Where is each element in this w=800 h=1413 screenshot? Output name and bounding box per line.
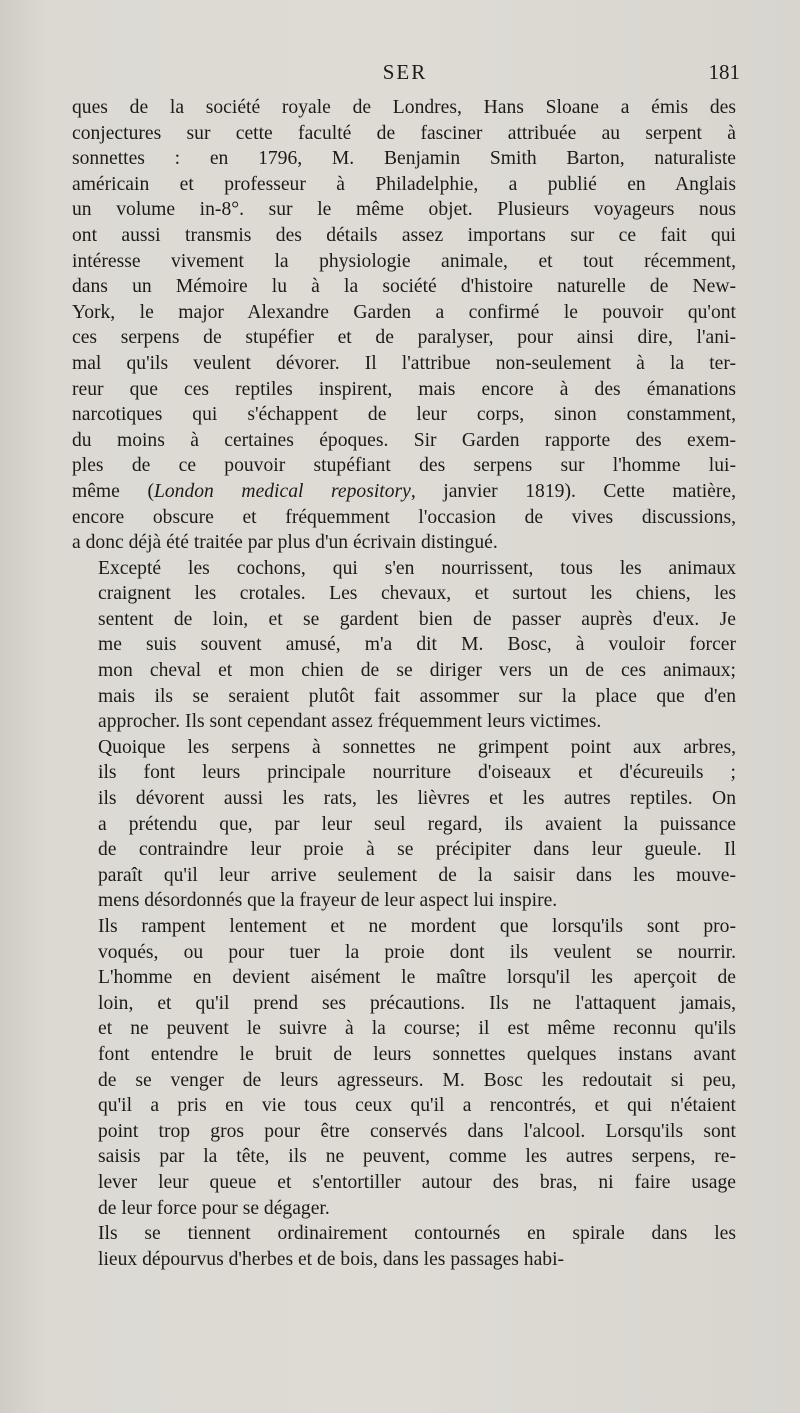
running-title: SER [382,60,428,84]
text-line: narcotiques qui s'échappent de leur corps, sinon constamment, [72,404,736,426]
text-line: sonnettes : en 1796, M. Benjamin Smith Barton, naturaliste [72,148,736,170]
paragraph [72,95,736,556]
text-line: saisis par la tête, ils ne peuvent, comme les autres serpens, re- [98,1146,736,1168]
text-line: point trop gros pour être conservés dans l'alcool. Lorsqu'ils sont [98,1120,736,1142]
paragraph [72,1221,736,1272]
text-line: de leur force pour se dégager. [98,1197,330,1219]
text-line: mens désordonnés que la frayeur de leur aspect lui inspire. [98,890,558,912]
text-line: ils font leurs principale nourriture d'oiseaux et d'écureuils ; [98,762,736,784]
running-head [70,60,740,90]
body-text [72,95,736,1272]
text-line: qu'il a pris en vie tous ceux qu'il a rencontrés, et qui n'étaient [98,1095,736,1117]
text-line: ont aussi transmis des détails assez importans sur ce fait qui [72,224,736,246]
text-line: du moins à certaines époques. Sir Garden rapporte des exem- [72,429,736,451]
text-line: Quoique les serpens à sonnettes ne grimpent point aux arbres, [98,736,736,758]
text-line: voqués, ou pour tuer la proie dont ils veulent se nourrir. [98,941,736,963]
text-line: Excepté les cochons, qui s'en nourrissent, tous les animaux [98,557,736,579]
text-line: Ils se tiennent ordinairement contournés en spirale dans les [98,1223,736,1245]
text-line: mon cheval et mon chien de se diriger vers un de ces animaux; [98,660,736,682]
text-line: intéresse vivement la physiologie animale, et tout récemment, [72,250,736,272]
text-line: mal qu'ils veulent dévorer. Il l'attribue non-seulement à la ter- [72,352,736,374]
text-line [72,479,736,505]
text-line: lieux dépourvus d'herbes et de bois, dans les passages habi- [98,1248,565,1270]
text-line: approcher. Ils sont cependant assez fréquemment leurs victimes. [98,711,602,733]
text-line: lever leur queue et s'entortiller autour des bras, ni faire usage [98,1171,736,1193]
citation-tail: , janvier 1819). Cette matière, [410,480,736,502]
text-line: craignent les crotales. Les chevaux, et surtout les chiens, les [98,583,736,605]
text-line: américain et professeur à Philadelphie, a publié en Anglais [72,173,736,195]
text-line: ples de ce pouvoir stupéfiant des serpens sur l'homme lui- [72,455,736,477]
journal-title: London medical repository [153,480,411,502]
text-line: ils dévorent aussi les rats, les lièvres et les autres reptiles. On [98,788,736,810]
text-line: a donc déjà été traitée par plus d'un écrivain distingué. [72,532,498,554]
text-line: encore obscure et fréquemment l'occasion de vives discussions, [72,506,736,528]
text-line: York, le major Alexandre Garden a confirmé le pouvoir qu'ont [72,301,736,323]
text-line: loin, et qu'il prend ses précautions. Ils ne l'attaquent jamais, [98,992,736,1014]
text-line: ques de la société royale de Londres, Hans Sloane a émis des [72,97,736,118]
paragraph [72,556,736,735]
text-line: paraît qu'il leur arrive seulement de la saisir dans les mouve- [98,864,736,886]
text-line: reur que ces reptiles inspirent, mais encore à des émanations [72,378,736,400]
text-line: un volume in-8°. sur le même objet. Plusieurs voyageurs nous [72,199,736,221]
text-line: Ils rampent lentement et ne mordent que lorsqu'ils sont pro- [98,916,736,937]
text-line: dans un Mémoire lu à la société d'histoire naturelle de New- [72,276,736,298]
paragraph [72,735,736,914]
text-line: de se venger de leurs agresseurs. M. Bosc les redoutait si peu, [98,1069,736,1091]
text-line: ces serpens de stupéfier et de paralyser, pour ainsi dire, l'ani- [72,327,736,349]
text-line: de contraindre leur proie à se précipiter dans leur gueule. Il [98,839,736,861]
text-line: me suis souvent amusé, m'a dit M. Bosc, à vouloir forcer [98,634,736,656]
page-number: 181 [708,60,740,84]
text-line: a prétendu que, par leur seul regard, ils avaient la puissance [98,813,736,835]
text-line: conjectures sur cette faculté de fasciner attribuée au serpent à [72,122,736,144]
text-line: font entendre le bruit de leurs sonnettes quelques instans avant [98,1043,736,1065]
text-line: sentent de loin, et se gardent bien de passer auprès d'eux. Je [98,608,736,630]
paragraph [72,914,736,1221]
text-line: et ne peuvent le suivre à la course; il est même reconnu qu'ils [98,1018,736,1040]
text-line: mais ils se seraient plutôt fait assommer sur la place que d'en [98,685,736,707]
text-line: L'homme en devient aisément le maître lorsqu'il les aperçoit de [98,967,736,989]
citation-lead: même ( [72,480,154,502]
